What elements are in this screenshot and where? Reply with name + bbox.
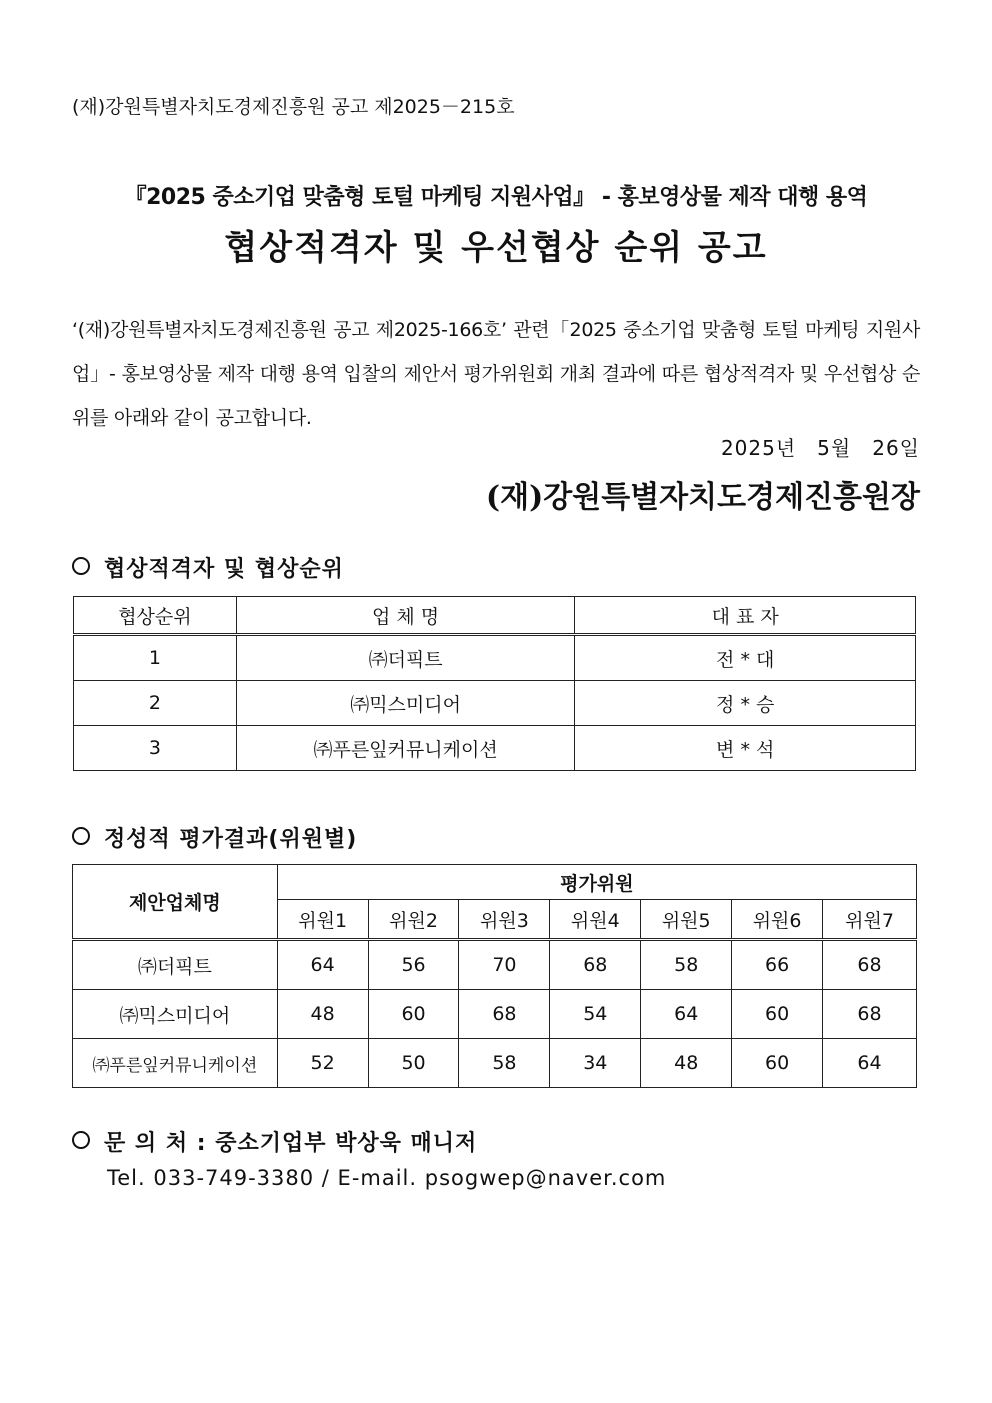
score-cell: 48 [641,1039,732,1088]
score-cell: 64 [641,990,732,1039]
table-row [73,1039,917,1088]
company-cell: ㈜더픽트 [73,940,278,990]
table-header-row [73,865,917,900]
table-row [73,940,917,990]
company-cell: ㈜믹스미디어 [73,990,278,1039]
contact-heading-text: 문 의 처 : 중소기업부 박상욱 매니저 [104,1131,478,1156]
score-cell: 70 [459,940,550,990]
notice-number: (재)강원특별자치도경제진흥원 공고 제2025－215호 [72,96,515,118]
rank-cell: 2 [74,681,237,726]
evaluator-header: 위원1 [277,900,368,940]
evaluator-header: 위원6 [732,900,823,940]
representative-cell: 정 * 승 [575,681,916,726]
score-cell: 64 [823,1039,917,1088]
company-cell: ㈜푸른잎커뮤니케이션 [236,726,575,771]
evaluator-header: 위원3 [459,900,550,940]
circle-bullet-icon [72,557,90,575]
score-cell: 58 [641,940,732,990]
rank-cell: 3 [74,726,237,771]
company-cell: ㈜더픽트 [236,635,575,681]
issuer-name: (재)강원특별자치도경제진흥원장 [485,480,920,515]
table-row [73,990,917,1039]
score-cell: 68 [823,940,917,990]
evaluator-header: 위원4 [550,900,641,940]
section-heading-text: 정성적 평가결과(위원별) [104,827,358,852]
representative-cell: 변 * 석 [575,726,916,771]
score-cell: 54 [550,990,641,1039]
table-row [74,726,916,771]
evaluator-header: 위원2 [368,900,459,940]
project-subtitle: 『2025 중소기업 맞춤형 토털 마케팅 지원사업』 - 홍보영상물 제작 대행 용역 [124,185,868,210]
section-heading-ranking [72,552,344,583]
score-cell: 50 [368,1039,459,1088]
page-title: 협상적격자 및 우선협상 순위 공고 [224,228,768,268]
table-header-row [74,597,916,635]
section-heading-contact [72,1126,477,1157]
column-header: 업 체 명 [236,597,575,635]
evaluators-group-header: 평가위원 [277,865,916,900]
representative-cell: 전 * 대 [575,635,916,681]
body-paragraph: ‘(재)강원특별자치도경제진흥원 공고 제2025-166호’ 관련「2025 중소기업 맞춤형 토털 마케팅 지원사업」- 홍보영상물 제작 대행 용역 입찰의 제안서 평가위원회 개최 결과에 따른 협상적격자 및 우선협상 순위를 아래와 같이 공고합니다. [72,319,920,429]
evaluation-table [72,864,917,1088]
score-cell: 64 [277,940,368,990]
score-cell: 48 [277,990,368,1039]
score-cell: 66 [732,940,823,990]
score-cell: 60 [732,1039,823,1088]
company-column-header: 제안업체명 [73,865,278,940]
company-cell: ㈜푸른잎커뮤니케이션 [73,1039,278,1088]
score-cell: 68 [823,990,917,1039]
score-cell: 68 [550,940,641,990]
column-header: 대 표 자 [575,597,916,635]
score-cell: 60 [732,990,823,1039]
score-cell: 52 [277,1039,368,1088]
evaluator-header: 위원5 [641,900,732,940]
company-cell: ㈜믹스미디어 [236,681,575,726]
notice-date: 2025년 5월 26일 [720,436,920,460]
section-heading-text: 협상적격자 및 협상순위 [104,557,344,582]
score-cell: 34 [550,1039,641,1088]
section-heading-evaluation [72,822,357,853]
column-header: 협상순위 [74,597,237,635]
table-row [74,681,916,726]
circle-bullet-icon [72,827,90,845]
score-cell: 56 [368,940,459,990]
rank-cell: 1 [74,635,237,681]
circle-bullet-icon [72,1131,90,1149]
ranking-table [73,596,916,771]
evaluator-header: 위원7 [823,900,917,940]
table-row [74,635,916,681]
score-cell: 60 [368,990,459,1039]
score-cell: 58 [459,1039,550,1088]
score-cell: 68 [459,990,550,1039]
contact-details: Tel. 033-749-3380 / E-mail. psogwep@naver.com [107,1166,667,1190]
